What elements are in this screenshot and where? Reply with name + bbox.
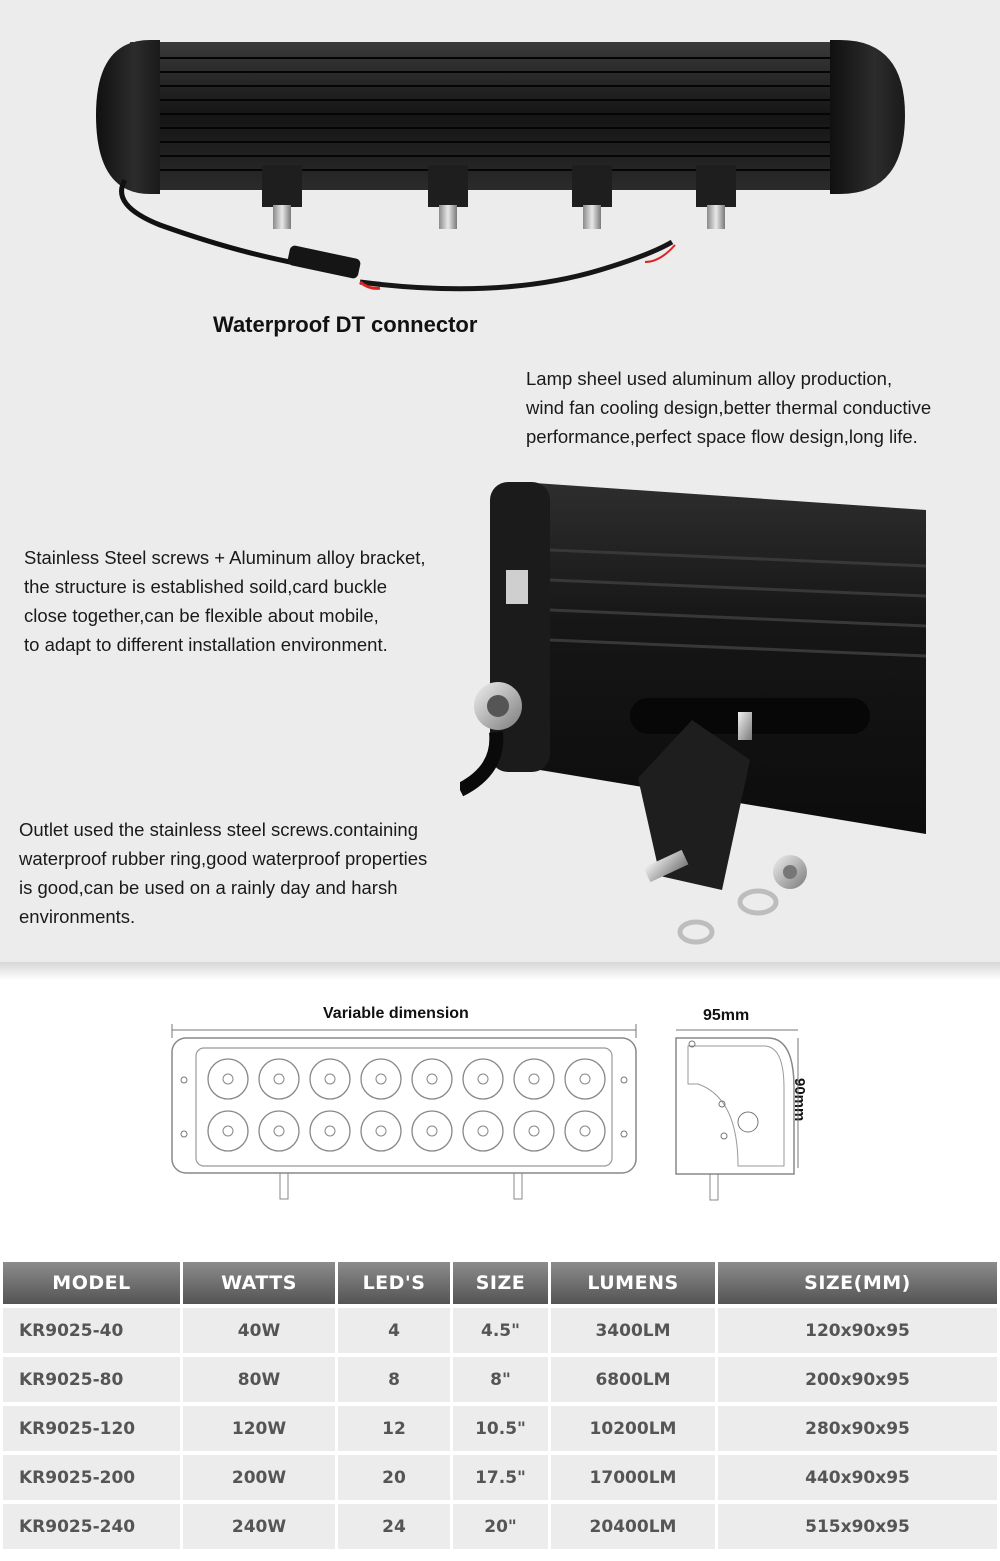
led-reflector — [208, 1059, 248, 1099]
led-chip — [478, 1126, 488, 1136]
cell-watts: 40W — [183, 1308, 335, 1353]
light-bar-closeup-image — [460, 470, 950, 950]
led-reflector — [463, 1111, 503, 1151]
cell-lumens: 6800LM — [551, 1357, 715, 1402]
led-chip — [376, 1074, 386, 1084]
text-line: Outlet used the stainless steel screws.containing — [19, 819, 418, 840]
text-line: Stainless Steel screws + Aluminum alloy bracket, — [24, 547, 426, 568]
feature-text-bracket — [24, 543, 426, 659]
cell-size-mm: 280x90x95 — [718, 1406, 997, 1451]
cell-watts: 200W — [183, 1455, 335, 1500]
feature-text-outlet — [19, 815, 427, 931]
cell-leds: 4 — [338, 1308, 450, 1353]
front-view-drawing — [160, 1018, 650, 1208]
header-watts: WATTS — [183, 1262, 335, 1304]
led-chip — [529, 1074, 539, 1084]
cell-lumens: 20400LM — [551, 1504, 715, 1549]
led-reflector — [259, 1111, 299, 1151]
led-chip — [274, 1126, 284, 1136]
table-row — [3, 1504, 997, 1549]
cell-size: 8" — [453, 1357, 548, 1402]
height-dimension-label: 90mm — [791, 1078, 808, 1122]
led-reflector — [565, 1059, 605, 1099]
led-reflector — [463, 1059, 503, 1099]
feature-text-cooling — [526, 364, 931, 451]
led-chip — [325, 1074, 335, 1084]
led-reflector — [514, 1059, 554, 1099]
text-line: waterproof rubber ring,good waterproof properties — [19, 848, 428, 869]
led-reflector — [208, 1111, 248, 1151]
cell-watts: 240W — [183, 1504, 335, 1549]
led-chip — [325, 1126, 335, 1136]
table-row — [3, 1308, 997, 1353]
text-line: is good,can be used on a rainly day and harsh — [19, 877, 398, 898]
text-line: environments. — [19, 906, 136, 927]
led-chip — [427, 1074, 437, 1084]
cell-size: 4.5" — [453, 1308, 548, 1353]
table-header-row — [3, 1262, 997, 1304]
led-chip — [529, 1126, 539, 1136]
light-bar-top-image — [0, 0, 1000, 300]
cell-size: 17.5" — [453, 1455, 548, 1500]
cell-size-mm: 120x90x95 — [718, 1308, 997, 1353]
cell-model: KR9025-200 — [3, 1455, 180, 1500]
cell-watts: 120W — [183, 1406, 335, 1451]
text-line: performance,perfect space flow design,long life. — [526, 426, 918, 447]
led-chip — [580, 1126, 590, 1136]
cell-size-mm: 440x90x95 — [718, 1455, 997, 1500]
section-divider — [0, 962, 1000, 980]
cell-size-mm: 515x90x95 — [718, 1504, 997, 1549]
cell-lumens: 3400LM — [551, 1308, 715, 1353]
led-chip — [223, 1126, 233, 1136]
header-leds: LED'S — [338, 1262, 450, 1304]
header-model: MODEL — [3, 1262, 180, 1304]
cell-model: KR9025-80 — [3, 1357, 180, 1402]
text-line: Lamp sheel used aluminum alloy production, — [526, 368, 893, 389]
led-chip — [478, 1074, 488, 1084]
text-line: to adapt to different installation environment. — [24, 634, 388, 655]
cell-model: KR9025-120 — [3, 1406, 180, 1451]
led-chip — [376, 1126, 386, 1136]
led-reflector — [310, 1111, 350, 1151]
led-chip — [580, 1074, 590, 1084]
cell-lumens: 10200LM — [551, 1406, 715, 1451]
cell-watts: 80W — [183, 1357, 335, 1402]
header-size-mm: SIZE(MM) — [718, 1262, 997, 1304]
led-reflector — [412, 1111, 452, 1151]
side-view-drawing — [668, 1018, 808, 1208]
header-size: SIZE — [453, 1262, 548, 1304]
cell-size: 20" — [453, 1504, 548, 1549]
led-reflector — [361, 1111, 401, 1151]
text-line: close together,can be flexible about mobile, — [24, 605, 379, 626]
connector-caption: Waterproof DT connector — [213, 312, 478, 337]
front-dimension-label: Variable dimension — [323, 1005, 469, 1022]
led-chip — [274, 1074, 284, 1084]
led-reflector — [514, 1111, 554, 1151]
led-reflector — [310, 1059, 350, 1099]
led-reflector — [361, 1059, 401, 1099]
width-dimension-label: 95mm — [703, 1007, 750, 1024]
led-reflector — [259, 1059, 299, 1099]
cell-lumens: 17000LM — [551, 1455, 715, 1500]
cell-size-mm: 200x90x95 — [718, 1357, 997, 1402]
header-lumens: LUMENS — [551, 1262, 715, 1304]
led-reflector — [412, 1059, 452, 1099]
table-row — [3, 1357, 997, 1402]
table-row — [3, 1455, 997, 1500]
cell-leds: 24 — [338, 1504, 450, 1549]
cell-size: 10.5" — [453, 1406, 548, 1451]
led-reflector — [565, 1111, 605, 1151]
led-chip — [223, 1074, 233, 1084]
spec-table — [0, 1258, 1000, 1553]
text-line: wind fan cooling design,better thermal conductive — [526, 397, 932, 418]
cell-model: KR9025-40 — [3, 1308, 180, 1353]
cell-leds: 8 — [338, 1357, 450, 1402]
led-chip — [427, 1126, 437, 1136]
cell-leds: 20 — [338, 1455, 450, 1500]
cell-model: KR9025-240 — [3, 1504, 180, 1549]
text-line: the structure is established soild,card buckle — [24, 576, 387, 597]
table-row — [3, 1406, 997, 1451]
cell-leds: 12 — [338, 1406, 450, 1451]
